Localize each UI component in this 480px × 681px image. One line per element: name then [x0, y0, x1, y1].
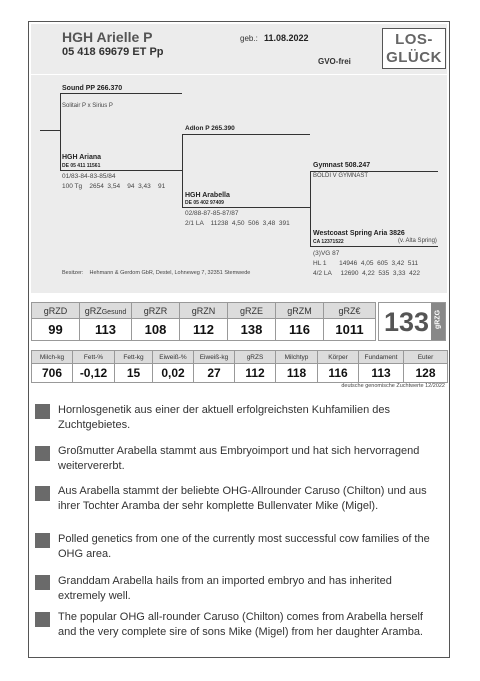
dam-name: HGH Ariana	[62, 154, 102, 161]
mggs-parents: BOLDI V GYMNAST	[313, 173, 369, 179]
pedigree-line	[182, 134, 310, 135]
label-grzr: gRZR	[132, 303, 180, 319]
value-fett-pct: -0,12	[73, 364, 115, 383]
birth-label: geb.:	[240, 34, 258, 43]
pedigree-line	[310, 171, 311, 246]
bullet-square	[35, 404, 50, 419]
label-fundament: Fundament	[359, 351, 404, 364]
bullet-square	[35, 446, 50, 461]
label-grzn: gRZN	[180, 303, 228, 319]
bullet-en-3: The popular OHG all-rounder Caruso (Chilton) comes from Arabella herself and the very complete sire of sons Mike (Migel) from her daughter Aramba.	[58, 611, 423, 638]
value-koerper: 116	[318, 364, 359, 383]
grzg-box	[378, 302, 446, 341]
mggs-name: Gymnast 508.247	[313, 162, 371, 169]
value-eiweiss-kg: 27	[194, 364, 235, 383]
mgs-name: Adlon P 265.390	[185, 125, 235, 132]
label-koerper: Körper	[318, 351, 359, 364]
bullet-en-2: Granddam Arabella hails from an imported embryo and has inherited extremely well.	[58, 575, 392, 602]
bullet-square	[35, 486, 50, 501]
sire-parents: Solitair P x Sirius P	[62, 103, 113, 109]
label-grze: gRZE	[228, 303, 276, 319]
pedigree-line	[182, 134, 183, 207]
bullet-square	[35, 533, 50, 548]
losglueck-badge	[382, 28, 446, 69]
owner-line: Besitzer: Hehmann & Gerdom GbR, Destel, Lohneweg 7, 32351 Stemwede	[62, 270, 251, 276]
label-milch-kg: Milch-kg	[32, 351, 73, 364]
dam-scores: 01/83-84-83-85/84	[62, 173, 116, 180]
pedigree-line	[182, 207, 310, 208]
label-fett-pct: Fett-%	[73, 351, 115, 364]
label-gesund: Gesund	[101, 308, 127, 316]
animal-name: HGH Arielle P	[62, 29, 153, 45]
pedigree-line	[310, 171, 438, 172]
ggdam-note: (v. Alta Spring)	[398, 238, 437, 244]
gvo-status: GVO-frei	[318, 57, 351, 66]
label-milchtyp: Milchtyp	[276, 351, 318, 364]
bullet-de-2: Großmutter Arabella stammt aus Embryoimport und hat sich hervorragend weitervererbt.	[58, 445, 420, 472]
dam-lactation: 100 Tg 2654 3,54 94 3,43 91	[62, 183, 166, 190]
value-grzm: 116	[276, 319, 324, 341]
value-fundament: 113	[359, 364, 404, 383]
label-fett-kg: Fett-kg	[115, 351, 153, 364]
bullet-de-3: Aus Arabella stammt der beliebte OHG-Allrounder Caruso (Chilton) und aus ihrer Tochter Aramba der sehr komplette Bullenvater Mike (Migel).	[58, 485, 427, 512]
ggdam-highest-lactation: HL 1 14946 4,05 605 3,42 511	[313, 260, 419, 267]
label-grz: gRZ	[84, 305, 102, 316]
pedigree-line	[60, 130, 61, 170]
dam-reg: DE 05 411 11561	[62, 163, 101, 169]
label-grz-gesund	[80, 303, 132, 319]
pedigree-line	[40, 130, 60, 131]
value-fett-kg: 15	[115, 364, 153, 383]
pedigree-line	[60, 170, 182, 171]
grzg-label: gRZG	[434, 309, 442, 330]
granddam-name: HGH Arabella	[185, 192, 230, 199]
registration-number: 05 418 69679 ET Pp	[62, 46, 164, 58]
label-euter: Euter	[404, 351, 448, 364]
bullet-square	[35, 612, 50, 627]
granddam-lactation: 2/1 LA 11238 4,50 506 3,48 391	[185, 220, 290, 227]
value-grzd: 99	[32, 319, 80, 341]
ggdam-classification: (3)VG 87	[313, 250, 340, 257]
badge-line-1: LOS-	[395, 31, 433, 48]
bullet-de-1: Hornlosgenetik aus einer der aktuell erfolgreichsten Kuhfamilien des Zuchtgebietes.	[58, 404, 391, 431]
genomic-footnote: deutsche genomische Zuchtwerte 12/2022	[341, 383, 445, 389]
label-grzd: gRZD	[32, 303, 80, 319]
ggdam-lifetime: 4/2 LA 12690 4,22 535 3,33 422	[313, 270, 420, 277]
bullet-en-1: Polled genetics from one of the currently most successful cow families of the OHG area.	[58, 533, 430, 560]
ggdam-name: Westcoast Spring Aria 3826	[313, 230, 405, 237]
value-grze: 138	[228, 319, 276, 341]
label-eiweiss-kg: Eiweiß-kg	[194, 351, 235, 364]
badge-line-2: GLÜCK	[386, 49, 442, 66]
pedigree-line	[310, 246, 438, 247]
label-eiweiss-pct: Eiweiß-%	[153, 351, 194, 364]
grzg-value: 133	[384, 307, 430, 337]
value-euter: 128	[404, 364, 448, 383]
value-grz-gesund: 113	[80, 319, 132, 341]
granddam-reg: DE 05 402 97409	[185, 200, 224, 206]
value-grzs: 112	[235, 364, 276, 383]
value-grz-euro: 1011	[324, 319, 376, 341]
bullet-square	[35, 575, 50, 590]
sire-name: Sound PP 266.370	[62, 85, 123, 92]
value-milch-kg: 706	[32, 364, 73, 383]
birth-date: 11.08.2022	[264, 33, 309, 43]
ggdam-reg: CA 12371522	[313, 239, 344, 245]
value-eiweiss-pct: 0,02	[153, 364, 194, 383]
label-grzs: gRZS	[235, 351, 276, 364]
grzg-label-bar	[431, 303, 445, 340]
breeding-values-table	[31, 302, 376, 341]
pedigree-line	[60, 93, 182, 94]
genomic-values-table	[31, 350, 448, 383]
value-grzr: 108	[132, 319, 180, 341]
value-grzn: 112	[180, 319, 228, 341]
value-milchtyp: 118	[276, 364, 318, 383]
granddam-scores: 02/88-87-85-87/87	[185, 210, 239, 217]
label-grzm: gRZM	[276, 303, 324, 319]
label-grz-euro: gRZ€	[324, 303, 376, 319]
